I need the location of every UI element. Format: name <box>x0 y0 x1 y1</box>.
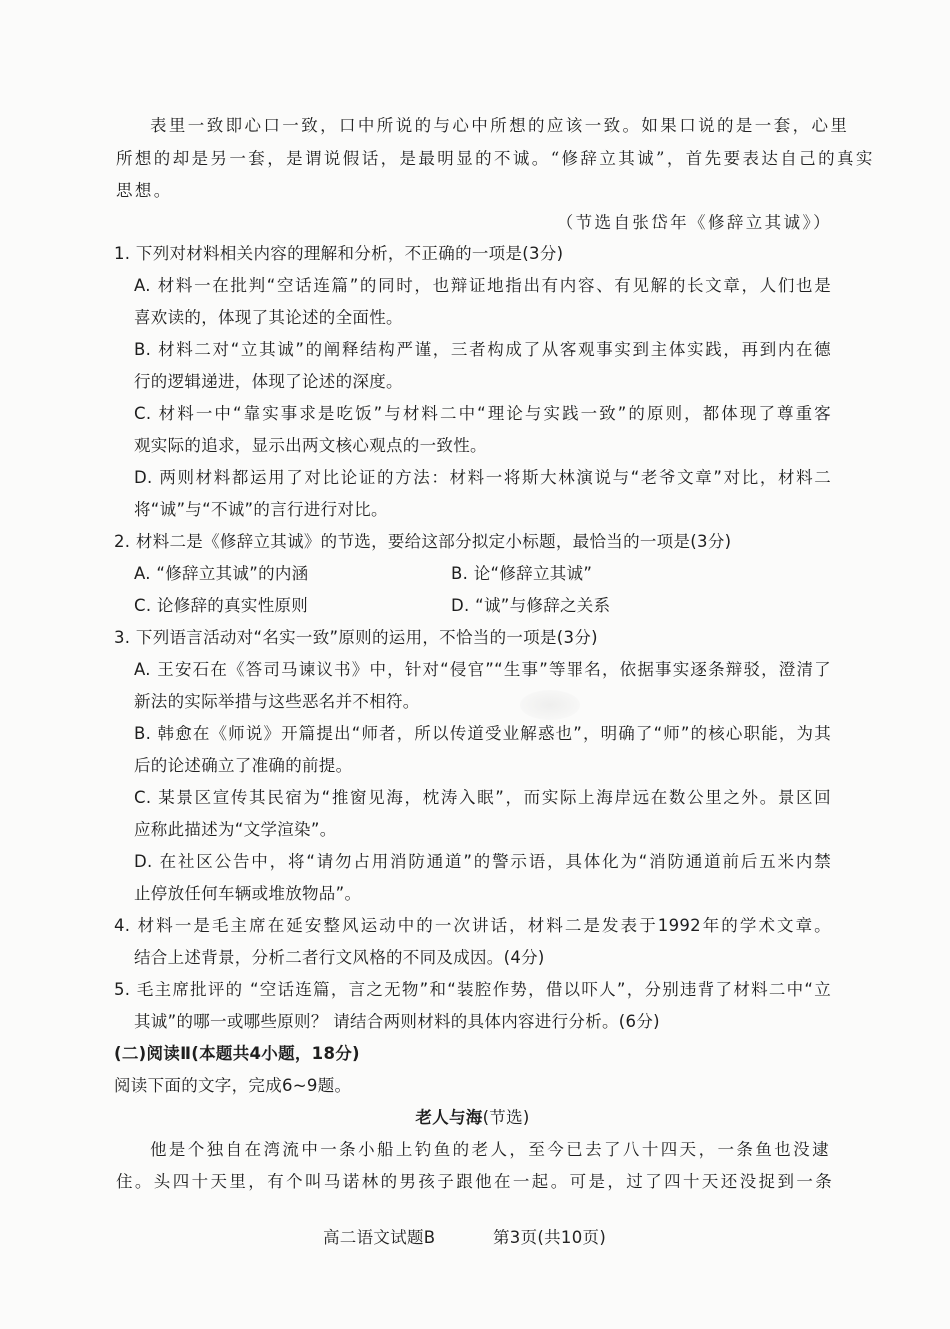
q2-stem: 2. 材料二是《修辞立其诚》的节选，要给这部分拟定小标题，最恰当的一项是(3分) <box>114 532 732 551</box>
passage-line-2: 所想的却是另一套，是谓说假话，是最明显的不诚。“修辞立其诚”，首先要表达自己的真实 <box>116 149 875 168</box>
q1-option-d-line-1: D. 两则材料都运用了对比论证的方法：材料一将斯大林演说与“老爷文章”对比，材料二 <box>134 468 831 487</box>
q5-line-2: 其诚”的哪一或哪些原则？ 请结合两则材料的具体内容进行分析。(6分) <box>134 1012 660 1031</box>
scan-smudge <box>520 690 580 720</box>
q1-option-a-line-2: 喜欢读的，体现了其论述的全面性。 <box>134 308 403 327</box>
story-title <box>114 1107 831 1129</box>
q4-line-1: 4. 材料一是毛主席在延安整风运动中的一次讲话，材料二是发表于1992年的学术文章。 <box>114 916 831 935</box>
q5-line-1: 5. 毛主席批评的 “空话连篇，言之无物”和“装腔作势，借以吓人”，分别违背了材料二中“立 <box>114 980 831 999</box>
q1-option-b-line-2: 行的逻辑递进，体现了论述的深度。 <box>134 372 403 391</box>
section-2-instruction: 阅读下面的文字，完成6~9题。 <box>114 1076 352 1095</box>
story-line-2: 住。头四十天里，有个叫马诺林的男孩子跟他在一起。可是，过了四十天还没捉到一条 <box>116 1172 835 1191</box>
q1-stem: 1. 下列对材料相关内容的理解和分析，不正确的一项是(3分) <box>114 244 564 263</box>
q1-option-a-line-1: A. 材料一在批判“空话连篇”的同时，也辩证地指出有内容、有见解的长文章，人们也是 <box>134 276 831 295</box>
q3-option-c-line-2: 应称此描述为“文学渲染”。 <box>134 820 337 839</box>
q3-stem: 3. 下列语言活动对“名实一致”原则的运用，不恰当的一项是(3分) <box>114 628 598 647</box>
passage-line-3: 思想。 <box>116 181 173 200</box>
q3-option-b-line-2: 后的论述确立了准确的前提。 <box>134 756 353 775</box>
passage-line-1: 表里一致即心口一致，口中所说的与心中所想的应该一致。如果口说的是一套，心里 <box>150 116 850 135</box>
q1-option-b-line-1: B. 材料二对“立其诚”的阐释结构严谨，三者构成了从客观事实到主体实践，再到内在德 <box>134 340 831 359</box>
q1-option-d-line-2: 将“诚”与“不诚”的言行进行对比。 <box>134 500 388 519</box>
passage-source: （节选自张岱年《修辞立其诚》） <box>556 213 832 232</box>
q3-option-a-line-1: A. 王安石在《答司马谏议书》中，针对“侵官”“生事”等罪名，依据事实逐条辩驳，澄清了 <box>134 660 831 679</box>
q1-option-c-line-2: 观实际的追求，显示出两文核心观点的一致性。 <box>134 436 487 455</box>
q3-option-b-line-1: B. 韩愈在《师说》开篇提出“师者，所以传道受业解惑也”，明确了“师”的核心职能，为其 <box>134 724 831 743</box>
section-2-heading: (二)阅读Ⅱ(本题共4小题，18分) <box>114 1044 360 1063</box>
story-line-1: 他是个独自在湾流中一条小船上钓鱼的老人，至今已去了八十四天，一条鱼也没逮 <box>150 1140 831 1159</box>
q4-line-2: 结合上述背景，分析二者行文风格的不同及成因。(4分) <box>134 948 545 967</box>
q3-option-c-line-1: C. 某景区宣传其民宿为“推窗见海，枕涛入眠”，而实际上海岸远在数公里之外。景区回 <box>134 788 831 807</box>
q2-option-b: B. 论“修辞立其诚” <box>451 564 593 583</box>
footer-exam-name: 高二语文试题B <box>323 1228 436 1247</box>
q2-option-a: A. “修辞立其诚”的内涵 <box>134 564 309 583</box>
story-title-main: 老人与海 <box>415 1108 483 1127</box>
q3-option-d-line-1: D. 在社区公告中，将“请勿占用消防通道”的警示语，具体化为“消防通道前后五米内禁 <box>134 852 831 871</box>
q1-option-c-line-1: C. 材料一中“靠实事求是吃饭”与材料二中“理论与实践一致”的原则，都体现了尊重客 <box>134 404 831 423</box>
q3-option-d-line-2: 止停放任何车辆或堆放物品”。 <box>134 884 362 903</box>
q3-option-a-line-2: 新法的实际举措与这些恶名并不相符。 <box>134 692 420 711</box>
footer-page-info: 第3页(共10页) <box>493 1228 607 1247</box>
story-title-suffix: (节选) <box>482 1108 530 1127</box>
q2-option-d: D. “诚”与修辞之关系 <box>451 596 611 615</box>
q2-option-c: C. 论修辞的真实性原则 <box>134 596 309 615</box>
